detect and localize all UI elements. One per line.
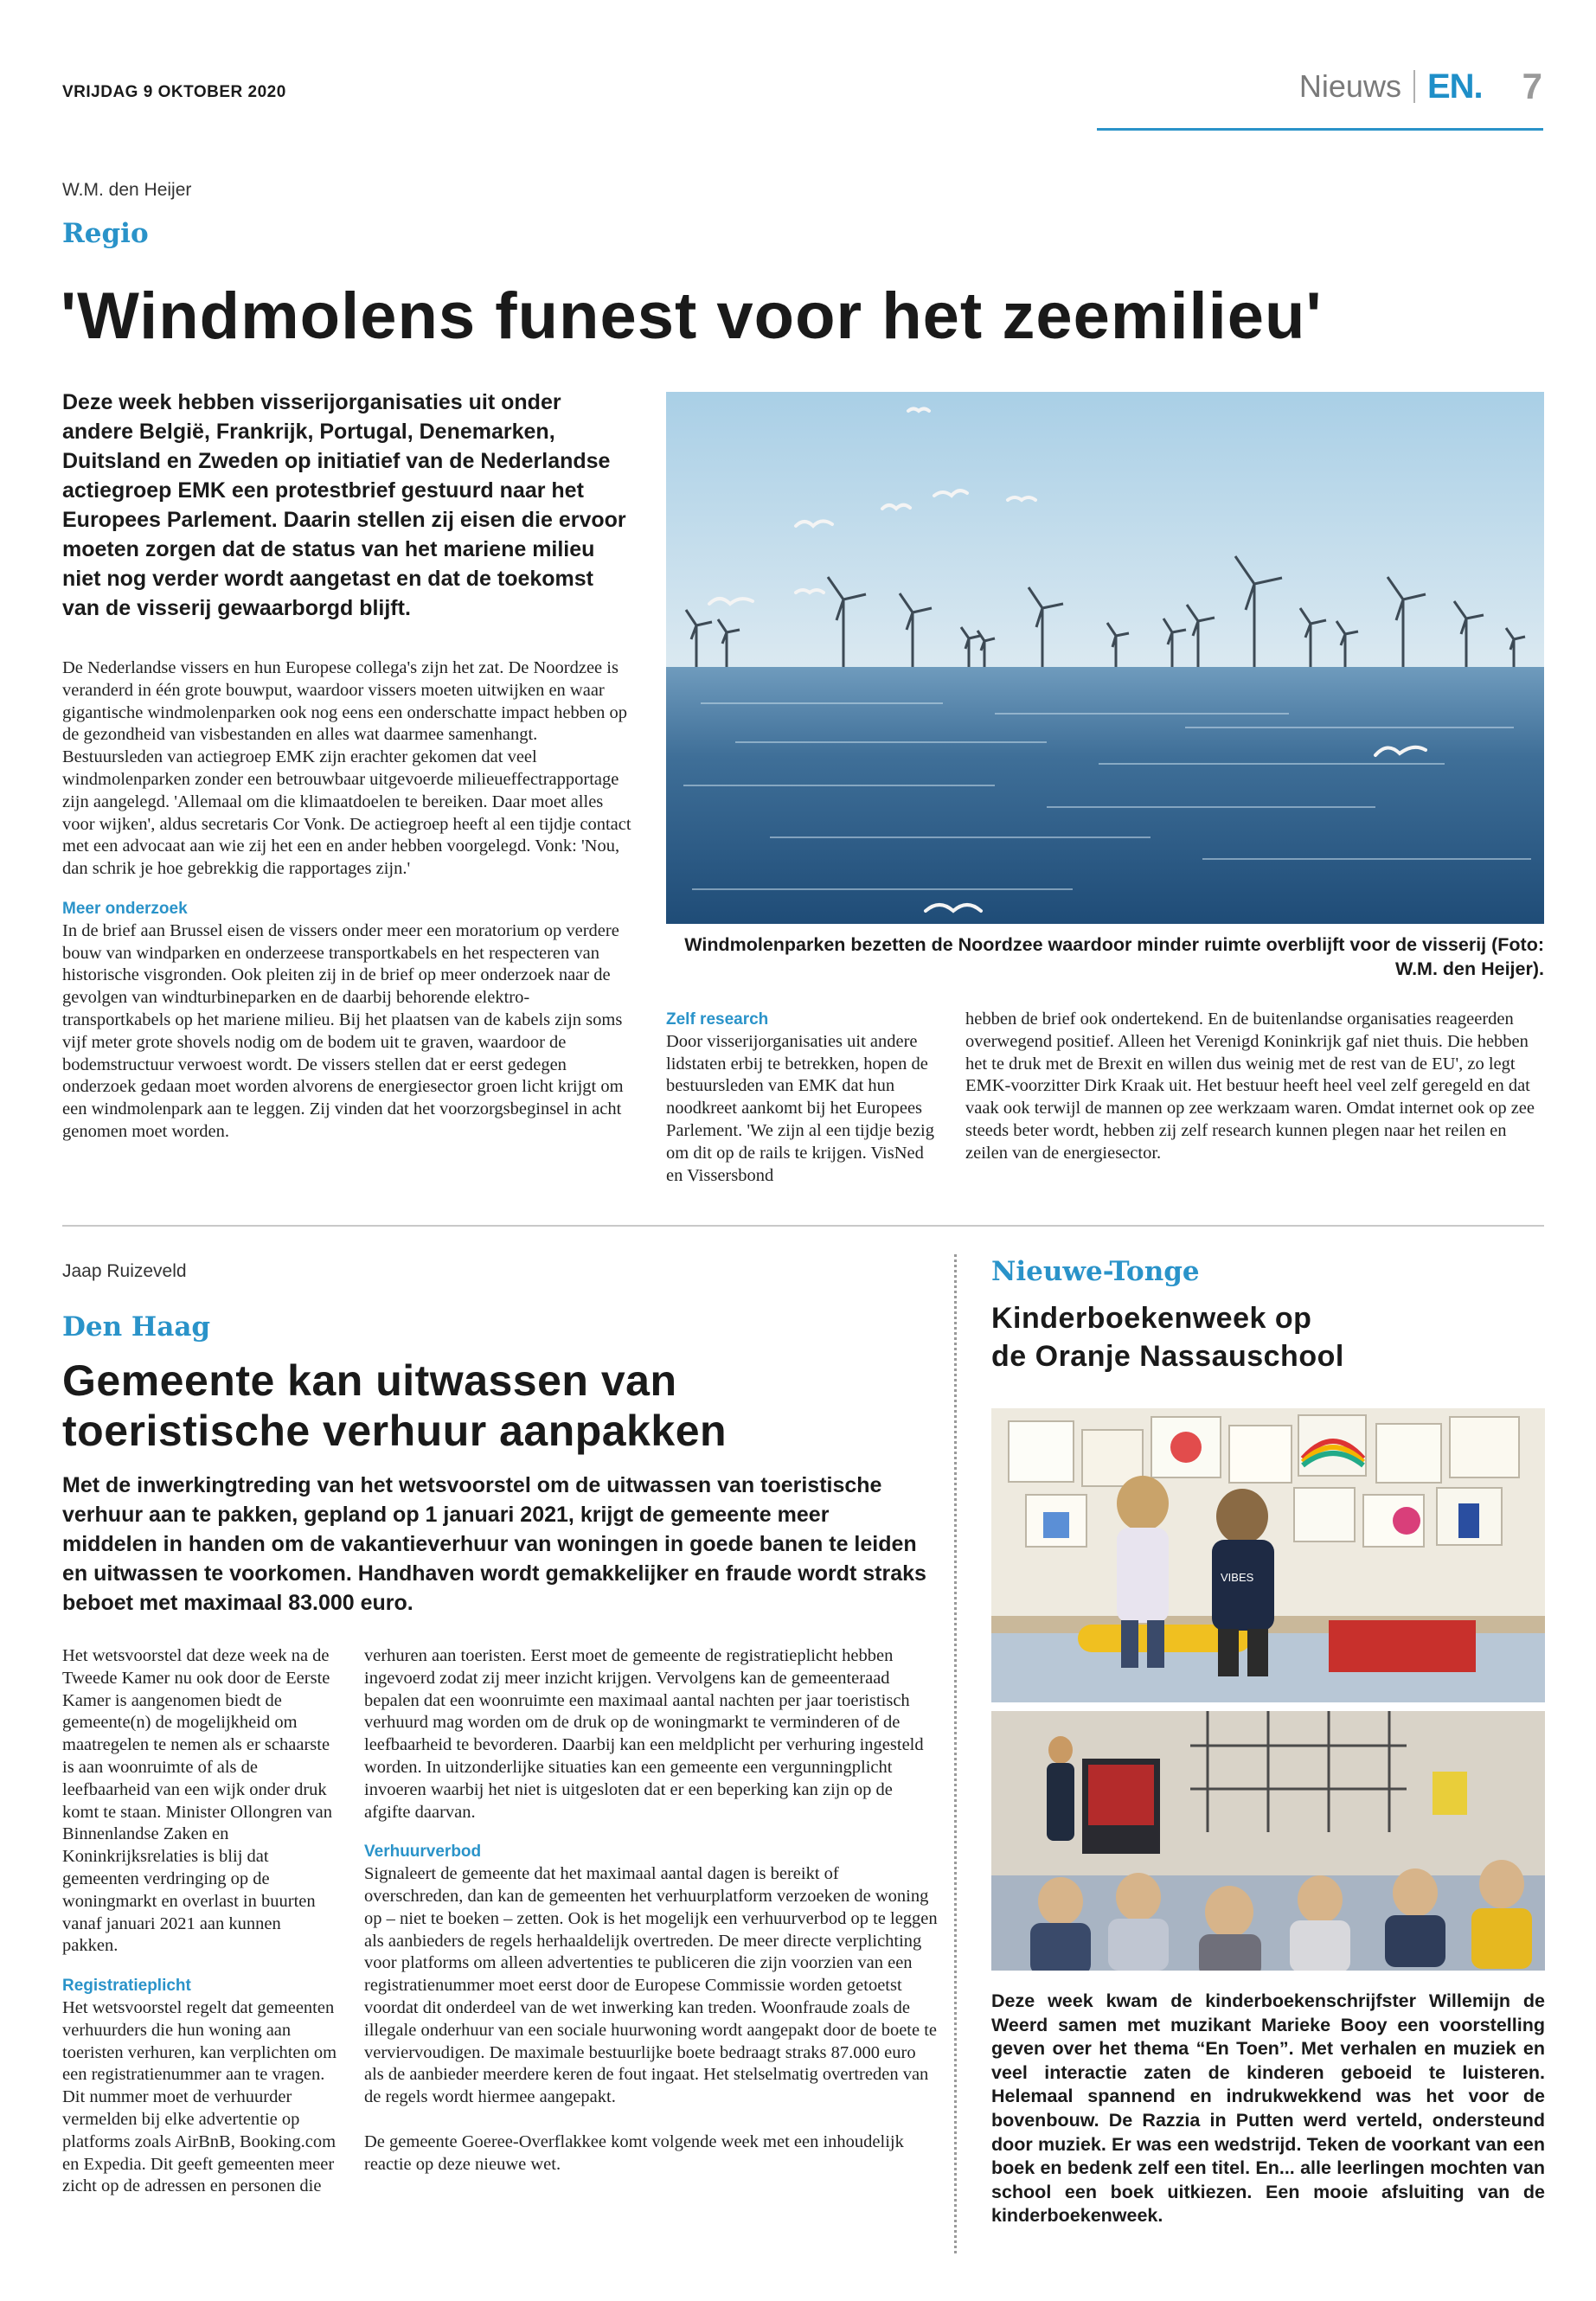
article3-headline-line: Kinderboekenweek op [991, 1302, 1312, 1335]
article1-lead: Deze week hebben visserijorganisaties uit onder andere België, Frankrijk, Portugal, Denemarken, Duitsland en Zweden op initiatief van de Nederlandse actiegroep EMK een protestbrief gestuurd naar het Europees Parlement. Daarin stellen zij eisen die ervoor moeten zorgen dat de status van het mariene milieu niet nog verder wordt aangetast en dat de toekomst van de visserij gewaarborgd blijft. [62, 390, 626, 620]
article3-headline-line: de Oranje Nassauschool [991, 1340, 1344, 1373]
svg-text:VIBES: VIBES [1221, 1571, 1254, 1584]
classroom-drawings-photo [991, 1408, 1545, 1702]
article2-subheading-2: Verhuurverbod [364, 1843, 482, 1862]
article2-paragraph: Signaleert de gemeente dat het maximaal aantal dagen is bereikt of overschreden, dan kan de gemeenten het verhuurplatform verzoeken de woning op – niet te boeken – zetten. Ook is het mogelijk een verhuurverbod op te leggen als aanbieders de regels herhaaldelijk overtreden. De meer directe verplichting voor platforms om alleen advertenties te publiceren die zijn voorzien van een registratienummer moet eerst door de Europese Commissie worden getoetst voordat dit onderdeel van de wet inwerking kan treden. Woonfraude zoals de illegale onderhuur van een sociale huurwoning wordt aangepakt door de boete te verviervoudigen. De maximale bestuurlijke boete bedraagt straks 87.000 euro als de aanbieder meerdere keren de fout ingaat. Het stelselmatig overtreden van de regels wordt hiermee aangepakt. [364, 1864, 938, 2107]
article1-photo [666, 392, 1544, 924]
article1-paragraph: hebben de brief ook ondertekend. En de buitenlandse organisaties reageerden overwegend positief. Alleen het Verenigd Koninkrijk gaf niet thuis. Die hebben het te druk met de Brexit en willen dus weinig met de rest van de EU', zo legt EMK-voorzitter Dirk Kraak uit. Het bestuur heeft heel veel zelf geregeld en dat vaak ook terwijl de mannen op zee werkzaam waren. Omdat internet ook op zee steeds beter wordt, hebben zij zelf research kunnen plegen naar het reilen en zeilen van de energiesector. [965, 1009, 1535, 1163]
article2-paragraph: verhuren aan toeristen. Eerst moet de gemeente de registratieplicht hebben ingevoerd zodat zij meer inzicht krijgen. Vervolgens kan de gemeenteraad bepalen dat een woonruimte een maximaal aantal nachten per jaar toeristisch verhuurd mag worden om de druk op de woningmarkt te verminderen of de leefbaarheid te bevorderen. Daarbij kan een meldplicht per verhuring ingesteld worden. In uitzonderlijke situaties kan een gemeente een vergunningplicht invoeren waarbij het niet is uitgesloten dat er een beperking kan zijn op de afgifte daarvan. [364, 1646, 924, 1822]
article2-lead: Met de inwerkingtreding van het wetsvoorstel om de uitwassen van toeristische verhuur aan te pakken, gepland op 1 januari 2021, krijgt de gemeente meer middelen in handen om de vakantieverhuur van woningen in goede banen te leiden en uitwassen te voorkomen. Handhaven wordt gemakkelijker en fraude wordt straks beboet met maximaal 83.000 euro. [62, 1473, 926, 1615]
article2-headline: Gemeente kan uitwassen van toeristische verhuur aanpakken [62, 1356, 727, 1455]
article1-paragraph: Door visserijorganisaties uit andere lidstaten erbij te betrekken, hopen de bestuursleden van EMK dat hun noodkreet aankomt bij het Europees Parlement. 'We zijn al een tijdje bezig om dit op de rails te krijgen. VisNed en Vissersbond [666, 1031, 934, 1185]
article1-body-col3 [965, 1009, 1543, 1165]
article3-photo-bottom [991, 1711, 1545, 1971]
article3-caption: Deze week kwam de kinderboekenschrijfster Willemijn de Weerd samen met muzikant Marieke Booy een voorstelling geven over het thema “En Toen”. Met verhalen en muziek en veel interactie zaten de kinderen geboeid te luisteren. Helemaal spannend en indrukwekkend was het voor de bovenbouw. De Razzia in Putten werd verteld, ondersteund door muziek. Er was een wedstrijd. Teken de voorkant van een boek en bedenk zelf een titel. En... alle leerlingen mochten van school een boek uitkiezen. Een mooie afsluiting van de kinderboekenweek. [991, 1990, 1545, 2227]
issue-date: VRIJDAG 9 OKTOBER 2020 [62, 83, 286, 101]
article1-kicker: Regio [62, 218, 149, 249]
article2-author: Jaap Ruizeveld [62, 1261, 187, 1281]
article1-headline: 'Windmolens funest voor het zeemilieu' [61, 279, 1323, 353]
article3-photo-top [991, 1408, 1545, 1702]
offshore-windpark-photo [666, 392, 1544, 924]
article1-paragraph: De Nederlandse vissers en hun Europese collega's zijn het zat. De Noordzee is veranderd in één grote bouwput, waardoor vissers moeten uitwijken en waar gigantische windmolenparken ook nog eens een onderschatte impact hebben op de gezondheid van visbestanden en alles wat daarmee samenhangt. Bestuursleden van actiegroep EMK zijn erachter gekomen dat veel windmolenparken zonder een betrouwbaar uitgevoerde milieueffectrapportage zijn aangelegd. 'Allemaal om die klimaatdoelen te bereiken. Daar moet alles voor wijken', aldus secretaris Cor Vonk. De actiegroep heeft al een tijdje contact met een advocaat aan wie zij het een en ander hebben voorgelegd. Vonk: 'Nou, dan schrik je hoe gebrekkig die rapportages zijn.' [62, 658, 631, 879]
article1-subheading-2: Zelf research [666, 1010, 769, 1029]
section-divider [62, 1225, 1544, 1227]
masthead [1299, 66, 1542, 107]
article1-photo-caption: Windmolenparken bezetten de Noordzee waardoor minder ruimte overblijft voor de visserij (Foto: W.M. den Heijer). [684, 934, 1544, 979]
page-number: 7 [1522, 66, 1542, 106]
article2-body-col2 [364, 1645, 939, 2176]
newspaper-logo: EN. [1426, 67, 1483, 106]
section-name: Nieuws [1298, 68, 1401, 104]
article1-body-col1 [62, 657, 633, 1144]
classroom-presentation-photo [991, 1711, 1545, 1971]
article3-kicker: Nieuwe-Tonge [991, 1256, 1200, 1287]
article2-subheading-1: Registratieplicht [62, 1977, 191, 1996]
masthead-divider [1413, 70, 1415, 103]
article2-paragraph: De gemeente Goeree-Overflakkee komt volgende week met een inhoudelijk reactie op deze nieuwe wet. [364, 2131, 904, 2174]
article1-body-col2 [666, 1009, 941, 1187]
article2-body-col1 [62, 1645, 337, 2198]
article1-subheading-1: Meer onderzoek [62, 899, 188, 918]
article2-kicker: Den Haag [62, 1311, 211, 1343]
header-rule [1097, 128, 1543, 131]
article1-author: W.M. den Heijer [62, 180, 192, 200]
article3-headline [991, 1299, 1545, 1375]
article1-paragraph: In de brief aan Brussel eisen de vissers onder meer een moratorium op verdere bouw van windparken en onderzeese transportkabels en het respecteren van historische visgronden. Ook pleiten zij in de brief op meer onderzoek naar de gevolgen van windturbineparken en de daarbij behorende elektro-transportkabels op het mariene milieu. Bij het plaatsen van de kabels zijn soms vijf meter grote shovels nodig om de bodem uit te graven, waardoor de bodemstructuur verwoest wordt. De vissers stellen dat er eerst gedegen onderzoek gedaan moet worden alvorens de energiesector groen licht krijgt om een windmolenpark aan te leggen. Zij vinden dat het voorzorgsbeginsel in acht genomen moet worden. [62, 920, 624, 1141]
article2-paragraph: Het wetsvoorstel regelt dat gemeenten verhuurders die hun woning aan toeristen verhuren, kan verplichten om een registratienummer aan te vragen. Dit nummer moet de verhuurder vermelden bij elke advertentie op platforms zoals AirBnB, Booking.com en Expedia. Dit geeft gemeenten meer zicht op de adressen en personen die [62, 1997, 337, 2196]
column-divider [954, 1254, 957, 2253]
article2-paragraph: Het wetsvoorstel dat deze week na de Tweede Kamer nu ook door de Eerste Kamer is aangenomen biedt de gemeente(n) de mogelijkheid om maatregelen te nemen als er schaarste is aan woonruimte of als de leefbaarheid van een wijk onder druk komt te staan. Minister Ollongren van Binnenlandse Zaken en Koninkrijksrelaties is blij dat gemeenten verdringing op de woningmarkt en overlast in buurten vanaf januari 2021 aan kunnen pakken. [62, 1646, 332, 1956]
